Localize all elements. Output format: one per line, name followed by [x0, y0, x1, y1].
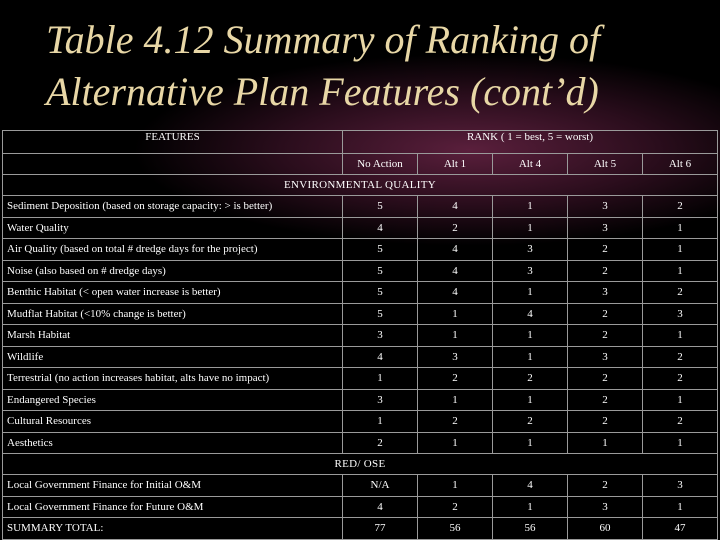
section-label: ENVIRONMENTAL QUALITY	[3, 175, 718, 196]
rank-cell: 3	[643, 303, 718, 325]
rank-cell: 1	[418, 303, 493, 325]
rank-cell: 4	[343, 346, 418, 368]
rank-cell: 3	[493, 239, 568, 261]
rank-cell: 4	[343, 217, 418, 239]
rank-cell: 4	[493, 303, 568, 325]
column-header-alt-5: Alt 5	[568, 154, 643, 175]
feature-cell: Noise (also based on # dredge days)	[3, 260, 343, 282]
rank-cell: 5	[343, 239, 418, 261]
rank-cell: 2	[643, 196, 718, 218]
rank-cell: 56	[418, 518, 493, 540]
rank-cell: 2	[493, 368, 568, 390]
feature-cell: Local Government Finance for Initial O&M	[3, 475, 343, 497]
rank-cell: 1	[343, 411, 418, 433]
table-row	[3, 260, 718, 282]
table-row	[3, 239, 718, 261]
rank-cell: 5	[343, 282, 418, 304]
table-row	[3, 411, 718, 433]
table-row	[3, 389, 718, 411]
title-line-1: Table 4.12 Summary of Ranking of	[46, 17, 601, 62]
rank-cell: 1	[643, 496, 718, 518]
rank-cell: 3	[643, 475, 718, 497]
rank-cell: 4	[493, 475, 568, 497]
table-row	[3, 196, 718, 218]
rank-cell: 3	[568, 217, 643, 239]
feature-cell: Water Quality	[3, 217, 343, 239]
rank-cell: 3	[418, 346, 493, 368]
rank-cell: 3	[568, 346, 643, 368]
rank-cell: 5	[343, 303, 418, 325]
rank-cell: 1	[643, 239, 718, 261]
rank-cell: 1	[493, 325, 568, 347]
column-header-no-action: No Action	[343, 154, 418, 175]
rank-cell: 1	[418, 325, 493, 347]
feature-cell: Endangered Species	[3, 389, 343, 411]
rank-cell: 1	[643, 432, 718, 454]
rank-header: RANK ( 1 = best, 5 = worst)	[343, 131, 718, 154]
rank-cell: 3	[568, 496, 643, 518]
feature-cell: Aesthetics	[3, 432, 343, 454]
rank-cell: 1	[493, 496, 568, 518]
rank-cell: 1	[643, 389, 718, 411]
feature-cell: Sediment Deposition (based on storage capacity: > is better)	[3, 196, 343, 218]
rank-cell: 1	[493, 389, 568, 411]
table-row	[3, 282, 718, 304]
table-row	[3, 368, 718, 390]
column-header-alt-4: Alt 4	[493, 154, 568, 175]
title-line-2: Alternative Plan Features (cont’d)	[46, 69, 599, 114]
rank-cell: 2	[568, 260, 643, 282]
blank-header-cell	[3, 154, 343, 175]
header-row	[3, 131, 718, 154]
rank-cell: 2	[568, 368, 643, 390]
rank-cell: 56	[493, 518, 568, 540]
rank-cell: 1	[493, 217, 568, 239]
features-header: FEATURES	[3, 131, 343, 154]
rank-cell: 77	[343, 518, 418, 540]
rank-cell: 3	[568, 282, 643, 304]
rank-cell: 2	[418, 496, 493, 518]
table-row	[3, 346, 718, 368]
section-label: RED/ OSE	[3, 454, 718, 475]
column-header-alt-6: Alt 6	[643, 154, 718, 175]
table-row	[3, 217, 718, 239]
rank-cell: 4	[418, 260, 493, 282]
rank-cell: 4	[418, 239, 493, 261]
rank-cell: 1	[643, 217, 718, 239]
rank-cell: 4	[343, 496, 418, 518]
rank-cell: 2	[568, 325, 643, 347]
feature-cell: SUMMARY TOTAL:	[3, 518, 343, 540]
rank-cell: 2	[568, 475, 643, 497]
rank-cell: 3	[568, 196, 643, 218]
rank-cell: 2	[568, 303, 643, 325]
rank-cell: 2	[493, 411, 568, 433]
slide-title	[46, 14, 706, 118]
rank-cell: 3	[343, 389, 418, 411]
rank-cell: 1	[493, 282, 568, 304]
rank-cell: 1	[493, 346, 568, 368]
feature-cell: Benthic Habitat (< open water increase is better)	[3, 282, 343, 304]
rank-cell: 60	[568, 518, 643, 540]
rank-cell: 4	[418, 196, 493, 218]
feature-cell: Local Government Finance for Future O&M	[3, 496, 343, 518]
rank-cell: 1	[343, 368, 418, 390]
rank-cell: 1	[418, 389, 493, 411]
rank-cell: 5	[343, 260, 418, 282]
rank-cell: 1	[568, 432, 643, 454]
rank-cell: 2	[418, 217, 493, 239]
rank-cell: 2	[418, 411, 493, 433]
feature-cell: Marsh Habitat	[3, 325, 343, 347]
rank-cell: 4	[418, 282, 493, 304]
rank-cell: 2	[643, 282, 718, 304]
rank-cell: 2	[643, 346, 718, 368]
feature-cell: Terrestrial (no action increases habitat, alts have no impact)	[3, 368, 343, 390]
rank-cell: 1	[643, 260, 718, 282]
rank-cell: 1	[493, 196, 568, 218]
feature-cell: Wildlife	[3, 346, 343, 368]
rank-cell: 2	[568, 411, 643, 433]
table-row	[3, 496, 718, 518]
section-header-row	[3, 454, 718, 475]
section-header-row	[3, 175, 718, 196]
rank-cell: 2	[418, 368, 493, 390]
ranking-table	[2, 130, 718, 540]
table-row	[3, 432, 718, 454]
rank-cell: 3	[343, 325, 418, 347]
rank-cell: 1	[643, 325, 718, 347]
rank-cell: 1	[418, 475, 493, 497]
feature-cell: Cultural Resources	[3, 411, 343, 433]
column-header-row	[3, 154, 718, 175]
rank-cell: 1	[418, 432, 493, 454]
rank-cell: 47	[643, 518, 718, 540]
rank-cell: 2	[568, 239, 643, 261]
rank-cell: 2	[568, 389, 643, 411]
feature-cell: Air Quality (based on total # dredge days for the project)	[3, 239, 343, 261]
rank-cell: 2	[643, 411, 718, 433]
column-header-alt-1: Alt 1	[418, 154, 493, 175]
rank-cell: 1	[493, 432, 568, 454]
rank-cell: 2	[343, 432, 418, 454]
table-row	[3, 303, 718, 325]
rank-cell: N/A	[343, 475, 418, 497]
rank-cell: 2	[643, 368, 718, 390]
table-row	[3, 475, 718, 497]
feature-cell: Mudflat Habitat (<10% change is better)	[3, 303, 343, 325]
rank-cell: 3	[493, 260, 568, 282]
table-row	[3, 325, 718, 347]
summary-row	[3, 518, 718, 540]
rank-cell: 5	[343, 196, 418, 218]
